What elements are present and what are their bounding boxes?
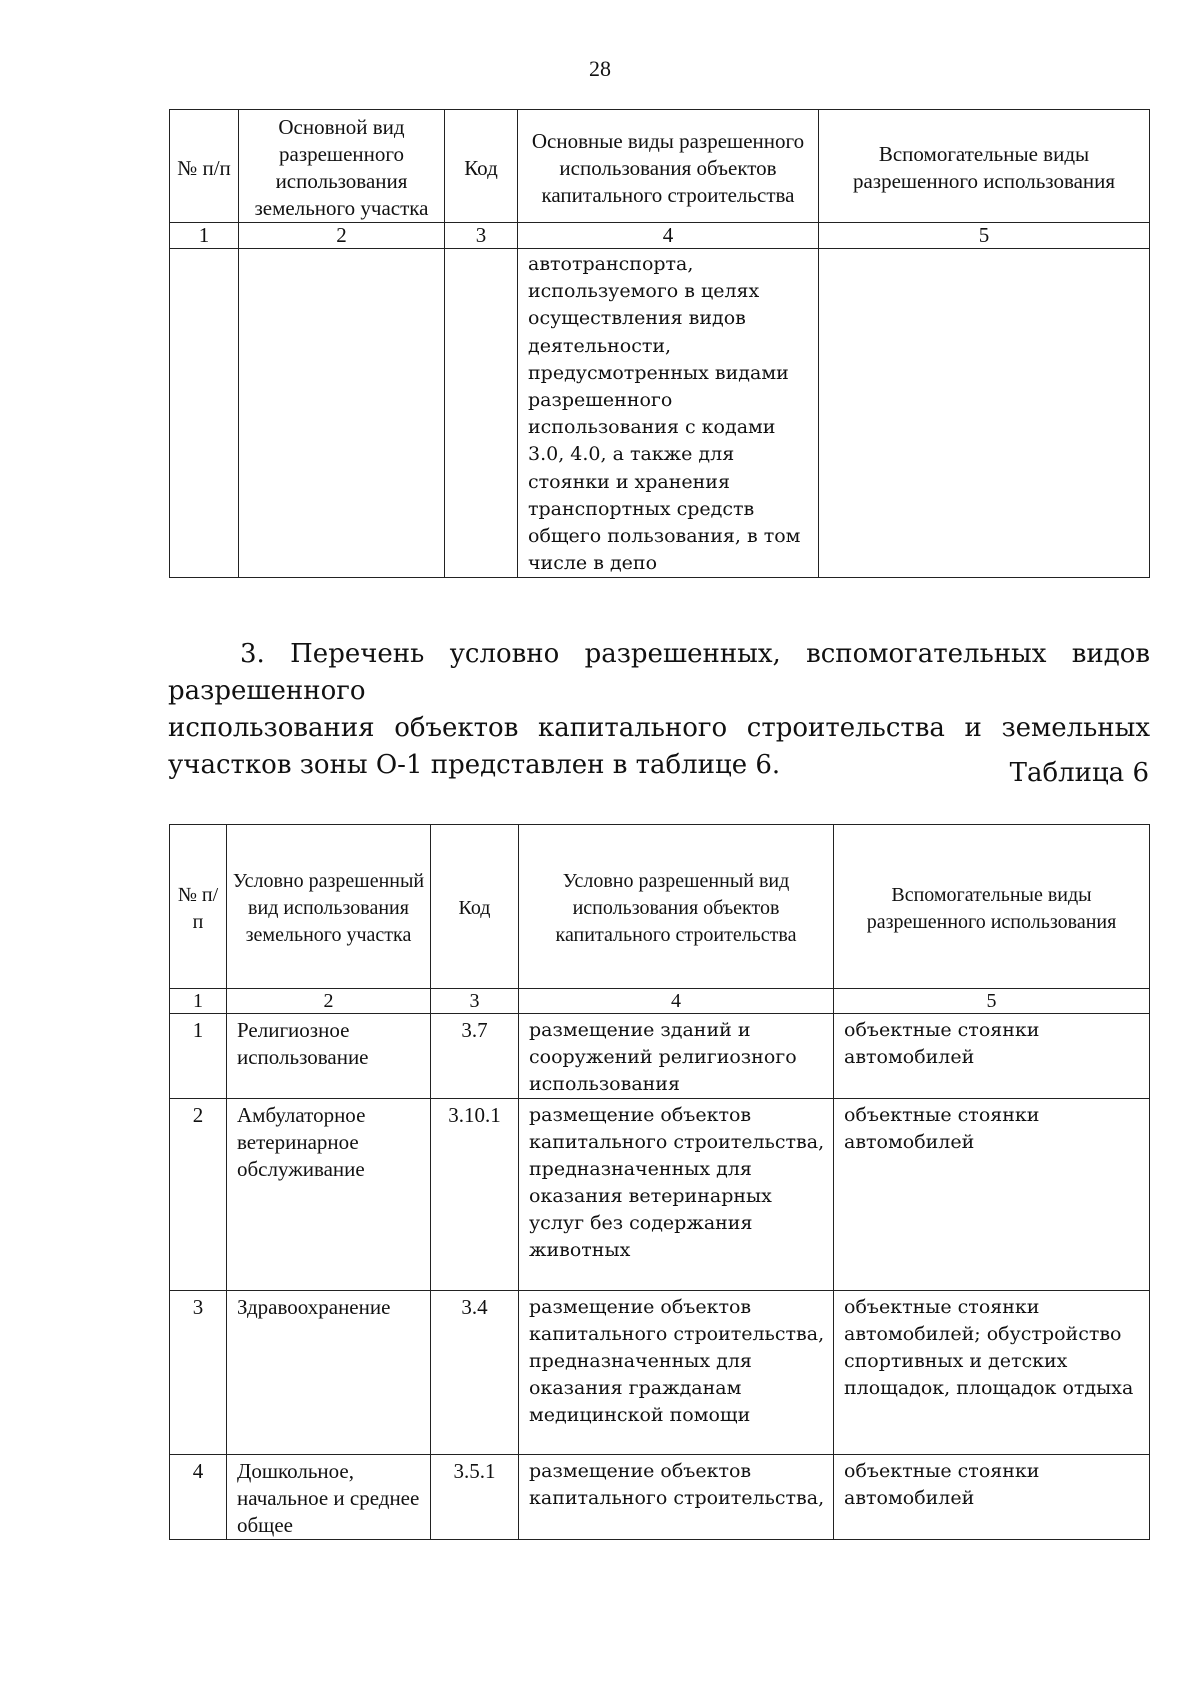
row-code: 3.7 (431, 1014, 519, 1099)
paragraph-line1: 3. Перечень условно разрешенных, вспомогательных видов разрешенного (168, 639, 1150, 706)
table1-cell-empty (239, 249, 445, 578)
table1-cell-continuation: автотранспорта, используемого в целях осуществления видов деятельности, предусмотренных видами разрешенного использования с кодами 3.0, 4.0, а также для стоянки и хранения транспортных средств общего пользования, в том числе в депо (518, 249, 819, 578)
table2-column-numbers (170, 989, 1150, 1014)
table1-header-code: Код (445, 110, 518, 223)
table2-colnum: 4 (519, 989, 834, 1014)
table-row (170, 1291, 1150, 1455)
row-use-name: Религиозное использование (227, 1014, 431, 1099)
table1-column-numbers (170, 223, 1150, 249)
table2-header-row (170, 825, 1150, 989)
row-description: размещение зданий и сооружений религиозного использования (519, 1014, 834, 1099)
table2-header-code: Код (431, 825, 519, 989)
row-aux-uses: объектные стоянки автомобилей (834, 1014, 1150, 1099)
row-code: 3.4 (431, 1291, 519, 1455)
table2-header-cond-capital-use: Условно разрешенный вид использования объектов капитального строительства (519, 825, 834, 989)
section-paragraph (168, 636, 1150, 784)
row-description: размещение объектов капитального строительства, (519, 1455, 834, 1540)
table1-colnum: 1 (170, 223, 239, 249)
row-aux-uses: объектные стоянки автомобилей (834, 1099, 1150, 1291)
page-number: 28 (589, 56, 611, 81)
table1-row (170, 249, 1150, 578)
row-number: 4 (170, 1455, 227, 1540)
row-use-name: Дошкольное, начальное и среднее общее (227, 1455, 431, 1540)
table1-cell-empty (170, 249, 239, 578)
table1-colnum: 3 (445, 223, 518, 249)
table1-colnum: 4 (518, 223, 819, 249)
table2-colnum: 5 (834, 989, 1150, 1014)
table2-colnum: 2 (227, 989, 431, 1014)
row-number: 2 (170, 1099, 227, 1291)
row-description: размещение объектов капитального строительства, предназначенных для оказания гражданам медицинской помощи (519, 1291, 834, 1455)
table2-header-num: № п/п (170, 825, 227, 989)
row-code: 3.5.1 (431, 1455, 519, 1540)
row-description: размещение объектов капитального строительства, предназначенных для оказания ветеринарных услуг без содержания животных (519, 1099, 834, 1291)
table-row (170, 1455, 1150, 1540)
conditional-use-table (169, 824, 1150, 1540)
row-aux-uses: объектные стоянки автомобилей (834, 1455, 1150, 1540)
table-caption: Таблица 6 (1009, 758, 1149, 788)
row-use-name: Здравоохранение (227, 1291, 431, 1455)
table1-header-main-capital-use: Основные виды разрешенного использования объектов капитального строительства (518, 110, 819, 223)
table1-header-row (170, 110, 1150, 223)
paragraph-rest: использования объектов капитального строительства и земельных участков зоны О-1 представлен в таблице 6. (168, 713, 1150, 780)
row-use-name: Амбулаторное ветеринарное обслуживание (227, 1099, 431, 1291)
table1-colnum: 5 (819, 223, 1150, 249)
row-number: 3 (170, 1291, 227, 1455)
table1-cell-empty (819, 249, 1150, 578)
permitted-use-table-continued (169, 109, 1150, 578)
table1-colnum: 2 (239, 223, 445, 249)
row-code: 3.10.1 (431, 1099, 519, 1291)
table2-header-cond-land-use: Условно разрешенный вид использования земельного участка (227, 825, 431, 989)
row-number: 1 (170, 1014, 227, 1099)
table1-cell-empty (445, 249, 518, 578)
table1-header-main-land-use: Основной вид разрешенного использования земельного участка (239, 110, 445, 223)
table2-header-aux-use: Вспомогательные виды разрешенного использования (834, 825, 1150, 989)
table-row (170, 1014, 1150, 1099)
row-aux-uses: объектные стоянки автомобилей; обустройство спортивных и детских площадок, площадок отдыха (834, 1291, 1150, 1455)
table-row (170, 1099, 1150, 1291)
table2-colnum: 1 (170, 989, 227, 1014)
table2-colnum: 3 (431, 989, 519, 1014)
table1-header-aux-use: Вспомогательные виды разрешенного использования (819, 110, 1150, 223)
table1-header-num: № п/п (170, 110, 239, 223)
